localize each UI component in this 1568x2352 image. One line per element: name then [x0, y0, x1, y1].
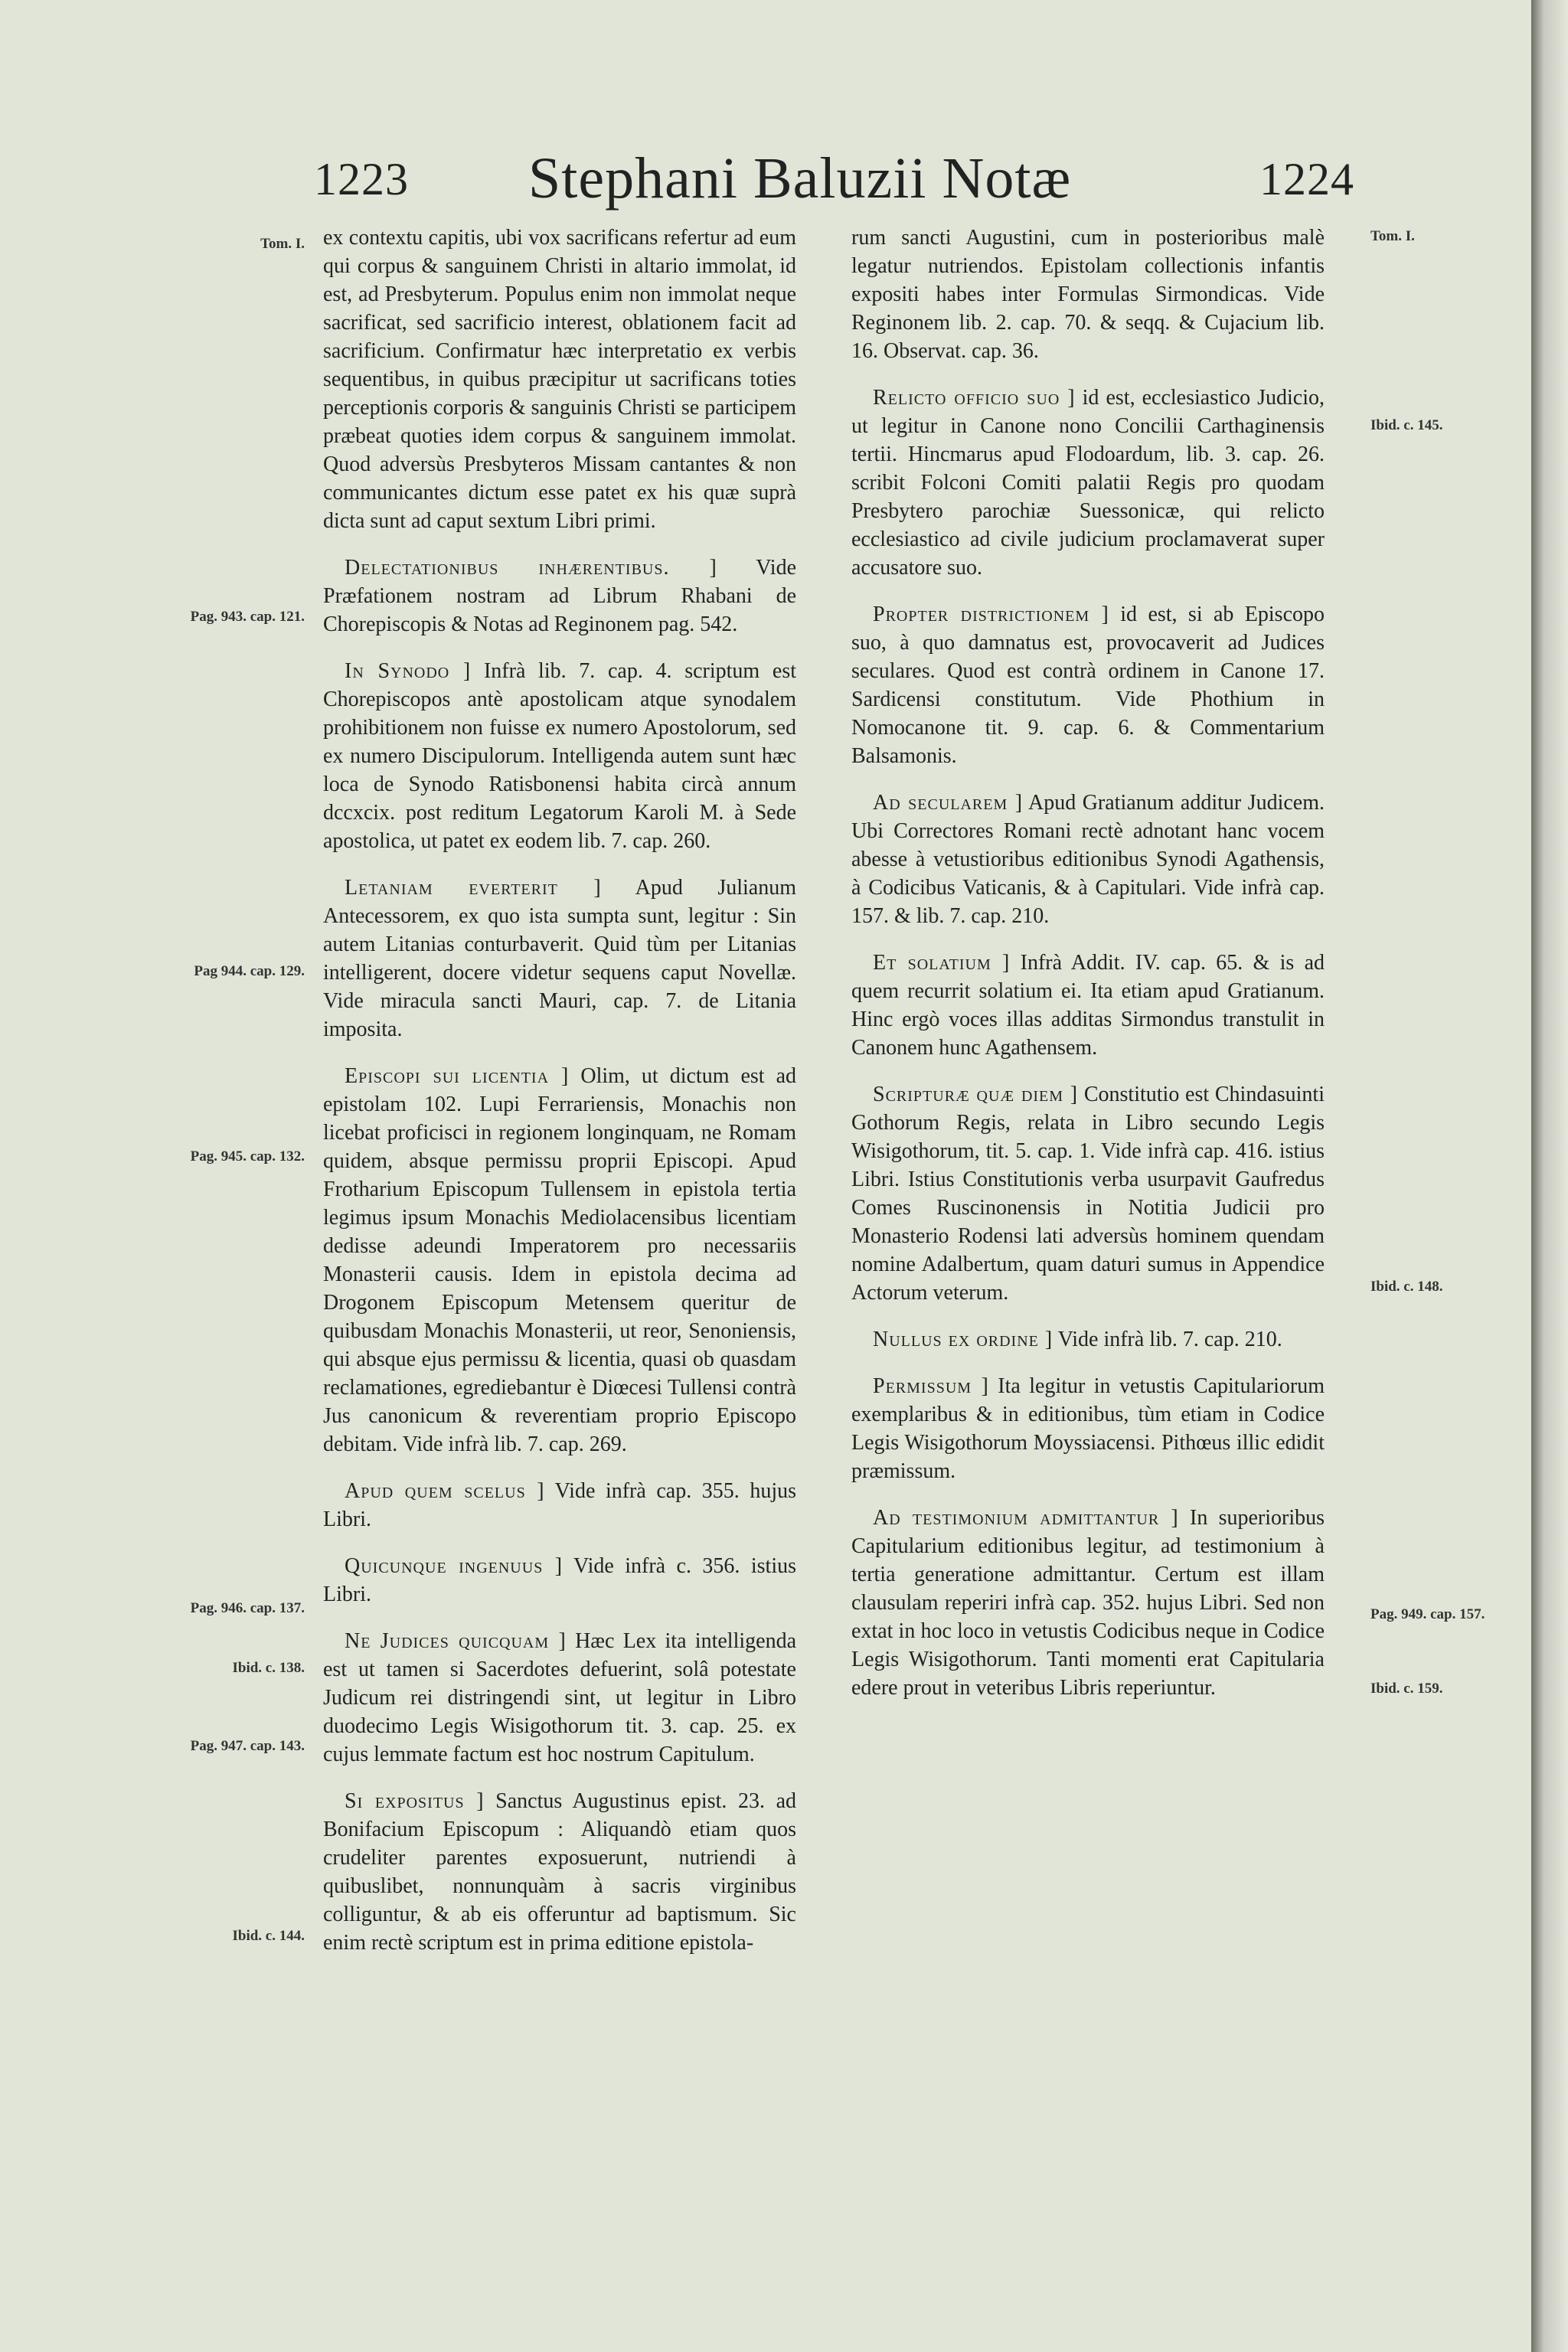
note-text: Sanctus Augustinus epist. 23. ad Bonifacium Episcopum : Aliquandò etiam quos crudeliter parentes exposuerunt, nutriendi à quibuslibet, nonnunquàm à sacris virginibus colliguntur, & ab eis offeruntur ad baptismum. Sic enim rectè scriptum est in prima editione epistola-	[323, 1789, 796, 1955]
right-column	[851, 224, 1325, 1720]
left-page-number: 1223	[314, 154, 409, 204]
note-lemma: Propter districtionem ]	[873, 603, 1109, 626]
note-lemma: Et solatium ]	[873, 951, 1011, 975]
margin-note-left-1: Pag. 943. cap. 121.	[190, 609, 305, 625]
note-text: Vide infrà cap. 355. hujus Libri.	[323, 1479, 796, 1531]
note-lemma: Si expositus ]	[345, 1789, 485, 1813]
margin-note-right-0: Tom. I.	[1370, 228, 1415, 244]
note-text: Infrà lib. 7. cap. 4. scriptum est Chorepiscopos antè apostolicam atque synodalem prohibitionem non fuisse ex numero Apostolorum, sed ex numero Discipulorum. Intelligenda autem sunt hæc loca de Synodo Ratisbonensi habita circà annum dccxcix. post reditum Legatorum Karoli M. à Sede apostolica, ut patet ex eodem lib. 7. cap. 260.	[323, 659, 797, 853]
note-text: Hæc Lex ita intelligenda est ut tamen si Sacerdotes defuerint, solâ potestate Judicum rei distringendi sint, ut legitur in Libro duodecimo Legis Wisigothorum tit. 3. cap. 25. ex cujus lemmate factum est hoc nostrum Capitulum.	[323, 1629, 796, 1766]
note-text: id est, ecclesiastico Judicio, ut legitur in Canone nono Concilii Carthaginensis tertii. Hincmarus apud Flodoardum, lib. 3. cap. 26. scribit Folconi Comiti palatii Regis pro quodam Presbytero parochiæ Suessonicæ, qui relicto ecclesiastico ad civile judicium proclamaverat super accusatore suo.	[851, 386, 1325, 580]
margin-note-left-5: Ibid. c. 138.	[232, 1660, 305, 1676]
note-text: Apud Julianum Antecessorem, ex quo ista sumpta sunt, legitur : Sin autem Litanias conturbaverit. Quid tùm per Litanias intelligerent, docere videtur sequens caput Novellæ. Vide miracula sancti Mauri, cap. 7. de Litania imposita.	[323, 876, 796, 1041]
note-paragraph	[851, 789, 1325, 930]
note-text: Infrà Addit. IV. cap. 65. & is ad quem recurrit solatium ei. Ita etiam apud Gratianum. Hinc ergò voces illas additas Sirmondus transtulit in Canonem hunc Agathensem.	[851, 951, 1325, 1060]
note-paragraph	[323, 554, 796, 639]
running-title: Stephani Baluzii Notæ	[528, 146, 1072, 211]
note-paragraph	[323, 1062, 796, 1459]
note-paragraph	[323, 1477, 796, 1534]
note-lemma: Nullus ex ordine ]	[873, 1328, 1054, 1351]
note-text: In superioribus Capitularium editionibus legitur, ad testimonium à tertia generatione admittantur. Certum est illam clausulam reperiri infrà cap. 352. hujus Libri. Sed non extat in hoc loco in vetustis Codicibus neque in Codice Legis Wisigothorum. Tanti momenti erat Capitularia edere prout in veteribus Libris reperiuntur.	[851, 1506, 1325, 1700]
note-text: Vide Præfationem nostram ad Librum Rhabani de Chorepiscopis & Notas ad Reginonem pag. 542.	[323, 556, 796, 636]
note-paragraph	[323, 1627, 796, 1769]
note-lemma: Relicto officio suo ]	[873, 386, 1076, 410]
margin-note-left-4: Pag. 946. cap. 137.	[190, 1600, 305, 1616]
note-lemma: Episcopi sui licentia ]	[345, 1064, 570, 1088]
note-paragraph	[851, 600, 1325, 770]
note-text: Vide infrà c. 356. istius Libri.	[323, 1554, 796, 1606]
note-text: Constitutio est Chindasuinti Gothorum Regis, relata in Libro secundo Legis Wisigothorum, tit. 5. cap. 1. Vide infrà cap. 416. istius Libri. Istius Constitutionis verba usurpavit Gaufredus Comes Ruscinonensis in Notitia Judicii pro Monasterio Rodensi lati adversùs hominem quendam nomine Adalbertum, quam daturi sumus in Appendice Actorum veterum.	[851, 1083, 1325, 1305]
note-paragraph	[851, 1080, 1325, 1307]
left-column	[323, 224, 796, 1975]
note-paragraph	[851, 1372, 1325, 1485]
margin-note-left-0: Tom. I.	[260, 236, 305, 252]
note-text: Ita legitur in vetustis Capitulariorum exemplaribus & in editionibus, tùm etiam in Codice Legis Wisigothorum Moyssiacensi. Pithœus illic edidit præmissum.	[851, 1374, 1325, 1483]
margin-note-left-6: Pag. 947. cap. 143.	[190, 1738, 305, 1754]
note-lemma: Delectationibus inhærentibus. ]	[345, 556, 717, 580]
note-text: Vide infrà lib. 7. cap. 210.	[1057, 1328, 1282, 1351]
note-lemma: Ad secularem ]	[873, 791, 1024, 815]
book-gutter-edge	[1531, 0, 1568, 2352]
note-paragraph	[323, 1787, 796, 1957]
note-lemma: Apud quem scelus ]	[345, 1479, 545, 1503]
page-header	[0, 145, 1531, 214]
note-lemma: Permissum ]	[873, 1374, 989, 1398]
margin-note-right-4: Ibid. c. 159.	[1370, 1681, 1443, 1697]
note-lemma: Quicunque ingenuus ]	[345, 1554, 564, 1578]
note-text: ex contextu capitis, ubi vox sacrificans refertur ad eum qui corpus & sanguinem Christi in altario immolat, id est, ad Presbyterum. Populus enim non immolat neque sacrificat, sed sacrificio interest, oblationem facit ad sacrificium. Confirmatur hæc interpretatio ex verbis sequentibus, in quibus præcipitur ut sacrificans toties perceptionis corporis & sanguinis Christi se participem præbeat quoties idem corpus & sanguinem immolat. Quod adversùs Presbyteros Missam cantantes & non communicantes dictum esse patet ex his quæ suprà dicta sunt ad caput sextum Libri primi.	[323, 226, 796, 533]
margin-note-right-1: Ibid. c. 145.	[1370, 417, 1443, 433]
note-paragraph	[323, 1552, 796, 1609]
margin-note-left-2: Pag 944. cap. 129.	[194, 963, 305, 979]
note-lemma: Ne Judices quicquam ]	[345, 1629, 567, 1653]
note-text: Olim, ut dictum est ad epistolam 102. Lupi Ferrariensis, Monachis non licebat proficisci in regionem longinquam, ne Romam quidem, absque permissu proprii Episcopi. Apud Frotharium Episcopum Tullensem in epistola tertia legimus ipsum Monachis Mediolacensibus licentiam dedisse adeundi Imperatorem pro necessariis Monasterii causis. Idem in epistola decima ad Drogonem Episcopum Metensem queritur de quibusdam Monachis Monasterii, ut reor, Senoniensis, qui absque ejus permissu & licentia, quasi ob quasdam reclamationes, egrediebantur è Diœcesi Tullensi contrà Jus canonicum & reverentiam proprio Episcopo debitam. Vide infrà lib. 7. cap. 269.	[323, 1064, 797, 1456]
note-lemma: Letaniam everterit ]	[345, 876, 602, 900]
note-text: rum sancti Augustini, cum in posterioribus malè legatur nutriendos. Epistolam collectionis infantis expositi habes inter Formulas Sirmondicas. Vide Reginonem lib. 2. cap. 70. & seqq. & Cujacium lib. 16. Observat. cap. 36.	[851, 226, 1325, 363]
margin-note-right-3: Pag. 949. cap. 157.	[1370, 1606, 1485, 1622]
note-lemma: In Synodo ]	[345, 659, 472, 683]
note-paragraph	[851, 949, 1325, 1062]
note-paragraph	[323, 874, 796, 1044]
margin-note-right-2: Ibid. c. 148.	[1370, 1279, 1443, 1295]
note-paragraph	[323, 657, 796, 855]
note-paragraph	[851, 224, 1325, 365]
note-paragraph	[851, 1325, 1325, 1354]
note-text: id est, si ab Episcopo suo, à quo damnatus est, provocaverit ad Judices seculares. Quod est contrà ordinem in Canone 17. Sardicensi constitutum. Vide Phothium in Nomocanone tit. 9. cap. 6. & Commentarium Balsamonis.	[851, 603, 1325, 768]
right-page-number: 1224	[1259, 154, 1354, 204]
note-paragraph	[323, 224, 796, 535]
margin-note-left-7: Ibid. c. 144.	[232, 1928, 305, 1944]
note-paragraph	[851, 384, 1325, 582]
note-lemma: Scripturæ quæ diem ]	[873, 1083, 1079, 1106]
note-paragraph	[851, 1504, 1325, 1702]
note-text: Apud Gratianum additur Judicem. Ubi Correctores Romani rectè adnotant hanc vocem abesse à vetustioribus editionibus Synodi Agathensis, à Codicibus Vaticanis, & à Capitulari. Vide infrà cap. 157. & lib. 7. cap. 210.	[851, 791, 1325, 928]
margin-note-left-3: Pag. 945. cap. 132.	[190, 1148, 305, 1165]
note-lemma: Ad testimonium admittantur ]	[873, 1506, 1179, 1530]
